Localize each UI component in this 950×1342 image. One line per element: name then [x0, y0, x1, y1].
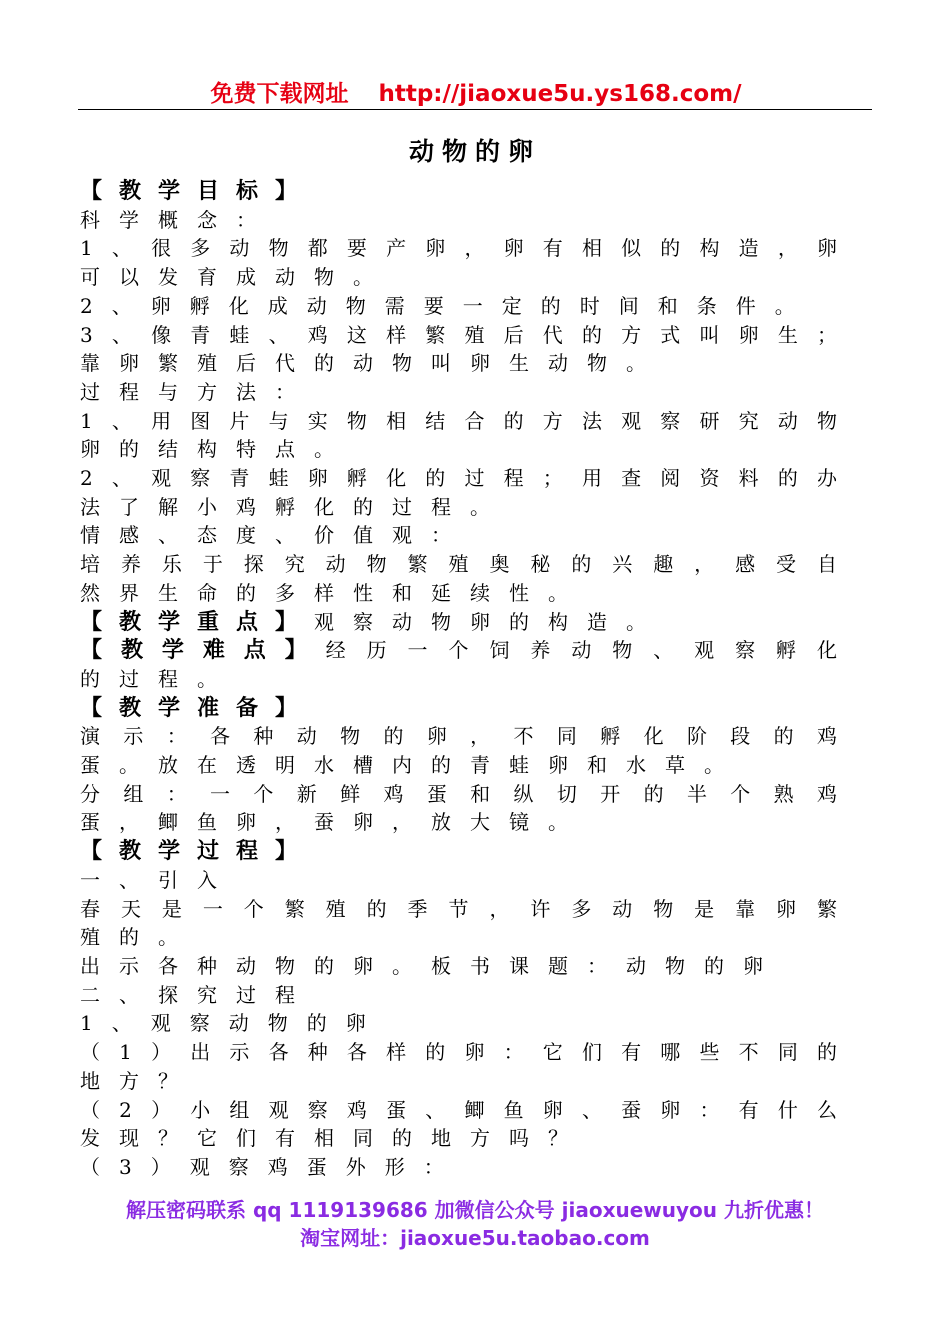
paragraph: 情感、态度、价值观：	[80, 523, 470, 548]
section-heading-key-points: 【教学重点】	[80, 608, 315, 635]
document-body	[80, 177, 856, 1182]
header-url-link[interactable]: http://jiaoxue5u.ys168.com/	[378, 81, 742, 107]
paragraph: 演示：各种动物的卵，不同孵化阶段的鸡蛋。放在透明水槽内的青蛙卵和水草。	[80, 724, 856, 778]
paragraph: 2、观察青蛙卵孵化的过程；用查阅资料的办法了解小鸡孵化的过程。	[80, 466, 856, 519]
section-key-points	[80, 608, 856, 637]
download-header	[80, 78, 872, 110]
paragraph: 3、像青蛙、鸡这样繁殖后代的方式叫卵生；靠卵繁殖后代的动物叫卵生动物。	[80, 322, 856, 376]
footer-shop-link[interactable]: 淘宝网址：jiaoxue5u.taobao.com	[300, 1226, 650, 1250]
paragraph: 二、探究过程	[80, 982, 314, 1007]
document-title: 动物的卵	[408, 137, 541, 166]
section-difficulties	[80, 636, 856, 693]
paragraph: 春天是一个繁殖的季节，许多动物是靠卵繁殖的。	[80, 896, 856, 950]
contact-footer	[0, 1196, 950, 1252]
difficulties-text: 经历一个饲养动物、观察孵化的过程。	[80, 638, 856, 691]
paragraph: 培养乐于探究动物繁殖奥秘的兴趣，感受自然界生命的多样性和延续性。	[80, 552, 856, 605]
paragraph: 1、用图片与实物相结合的方法观察研究动物卵的结构特点。	[80, 408, 856, 462]
paragraph: （1）出示各种各样的卵：它们有哪些不同的地方？	[80, 1040, 856, 1093]
paragraph: 1、很多动物都要产卵，卵有相似的构造，卵可以发育成动物。	[80, 236, 856, 290]
paragraph: 1、观察动物的卵	[80, 1011, 385, 1036]
paragraph: （3）观察鸡蛋外形：	[80, 1154, 463, 1179]
paragraph: （2）小组观察鸡蛋、鲫鱼卵、蚕卵：有什么发现？它们有相同的地方吗？	[80, 1097, 856, 1151]
section-heading-process: 【教学过程】	[80, 838, 315, 865]
section-heading-preparation: 【教学准备】	[80, 694, 315, 721]
paragraph: 分组：一个新鲜鸡蛋和纵切开的半个熟鸡蛋，鲫鱼卵，蚕卵，放大镜。	[80, 781, 856, 835]
paragraph: 过程与方法：	[80, 379, 314, 404]
paragraph: 2、卵孵化成动物需要一定的时间和条件。	[80, 293, 814, 318]
header-label: 免费下载网址	[210, 81, 349, 107]
key-points-text: 观察动物卵的构造。	[314, 609, 666, 634]
paragraph: 科学概念：	[80, 207, 275, 232]
footer-contact-line: 解压密码联系 qq 1119139686 加微信公众号 jiaoxuewuyou 九折优惠！	[126, 1198, 824, 1222]
header-divider	[78, 109, 872, 110]
section-heading-goals: 【教学目标】	[80, 178, 315, 204]
paragraph: 一、引入	[80, 867, 236, 892]
paragraph: 出示各种动物的卵。板书课题：动物的卵	[80, 953, 782, 978]
section-heading-difficulties: 【教学难点】	[80, 637, 326, 664]
